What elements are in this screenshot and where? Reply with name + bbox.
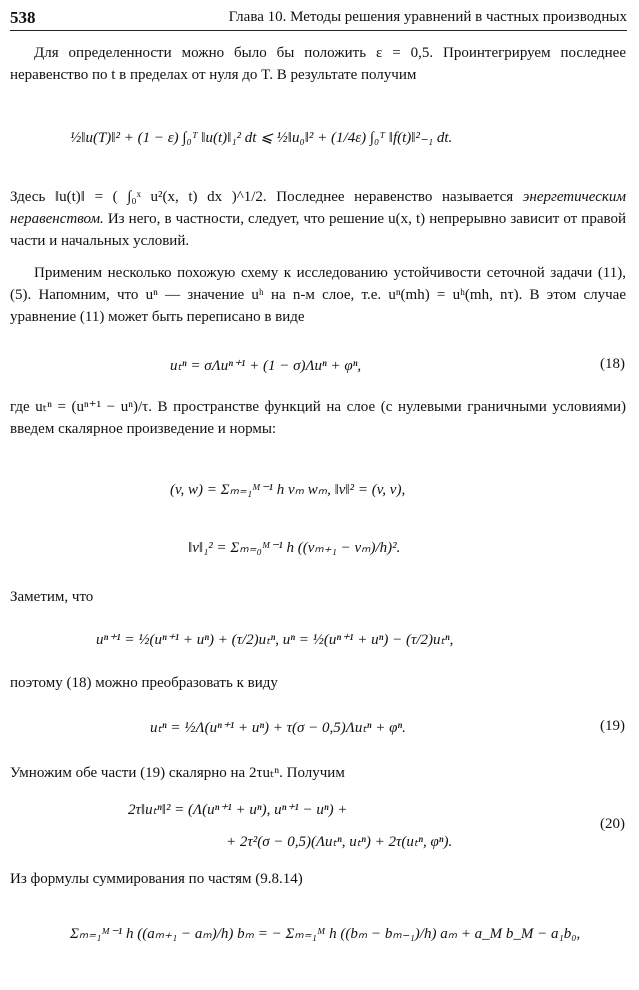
formula-split: uⁿ⁺¹ = ½(uⁿ⁺¹ + uⁿ) + (τ/2)uₜⁿ, uⁿ = ½(uⁿ⁺¹ + uⁿ) − (τ/2)uₜⁿ, [96,632,454,648]
paragraph-7: Умножим обе части (19) скалярно на 2τuₜⁿ. Получим [10,765,345,781]
page-number: 538 [10,8,36,27]
paragraph-2-start: Здесь ‖u(t)‖ = ( ∫₀ˣ u²(x, t) dx )^1/2. Последнее неравенство называется [10,189,523,205]
paragraph-8: Из формулы суммирования по частям (9.8.14) [10,871,303,887]
formula-summation-by-parts: Σₘ₌₁ᴹ⁻¹ h ((aₘ₊₁ − aₘ)/h) bₘ = − Σₘ₌₁ᴹ h ((bₘ − bₘ₋₁)/h) aₘ + a_M b_M − a₁b₀, [70,926,581,942]
formula-20-line-2: + 2τ²(σ − 0,5)(Λuₜⁿ, uₜⁿ) + 2τ(uₜⁿ, φⁿ). [226,834,453,850]
formula-scalar-product: (v, w) = Σₘ₌₁ᴹ⁻¹ h vₘ wₘ, ‖v‖² = (v, v), [170,482,406,498]
chapter-title: Глава 10. Методы решения уравнений в частных производных [228,9,627,25]
formula-19: uₜⁿ = ½Λ(uⁿ⁺¹ + uⁿ) + τ(σ − 0,5)Λuₜⁿ + φⁿ. [150,720,406,736]
paragraph-5: Заметим, что [10,589,94,605]
formula-energy-integral: ½‖u(T)‖² + (1 − ε) ∫₀ᵀ ‖u(t)‖₁² dt ⩽ ½‖u₀‖² + (1/4ε) ∫₀ᵀ ‖f(t)‖²₋₁ dt. [70,130,453,146]
term-energy-inequality: энергетическим неравенством. [10,189,626,227]
paragraph-2 [10,186,626,252]
paragraph-1: Для определенности можно было бы положить ε = 0,5. Проинтегрируем последнее неравенство по t в пределах от нуля до T. В результате получим [10,45,626,83]
paragraph-4: где uₜⁿ = (uⁿ⁺¹ − uⁿ)/τ. В пространстве функций на слое (с нулевыми граничными условиями) введем скалярное произведение и нормы: [10,399,626,437]
formula-20-line-1: 2τ‖uₜⁿ‖² = (Λ(uⁿ⁺¹ + uⁿ), uⁿ⁺¹ − uⁿ) + [128,802,348,818]
paragraph-6: поэтому (18) можно преобразовать к виду [10,675,278,691]
formula-norm-1: ‖v‖₁² = Σₘ₌₀ᴹ⁻¹ h ((vₘ₊₁ − vₘ)/h)². [188,540,401,556]
paragraph-2-end: Из него, в частности, следует, что решение u(x, t) непрерывно зависит от правой части и начальных условий. [10,211,626,249]
equation-number-20: (20) [600,816,625,832]
equation-number-18: (18) [600,356,625,372]
paragraph-3: Применим несколько похожую схему к исследованию устойчивости сеточной задачи (11), (5). Напомним, что uⁿ — значение uʰ на n-м слое, т.е. uⁿ(mh) = uʰ(mh, nτ). В этом случае уравнение (11) может быть переписано в виде [10,265,626,325]
running-header [10,8,627,31]
equation-number-19: (19) [600,718,625,734]
formula-18: uₜⁿ = σΛuⁿ⁺¹ + (1 − σ)Λuⁿ + φⁿ, [170,358,362,374]
